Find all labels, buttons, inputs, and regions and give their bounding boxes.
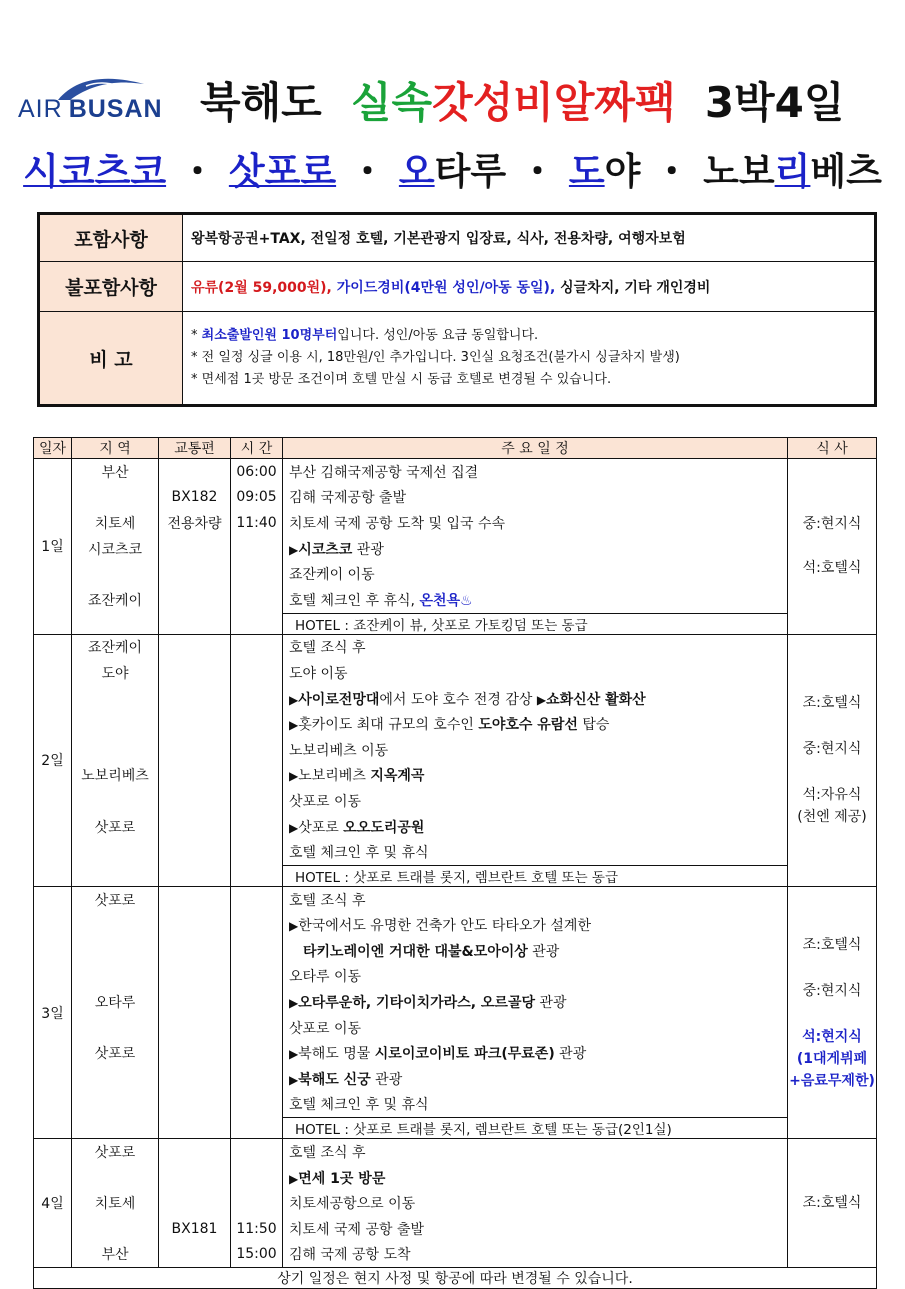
meal-breakfast: 조:호텔식 bbox=[802, 1195, 862, 1212]
itinerary-text: 관광 bbox=[535, 995, 567, 1012]
itinerary-cell bbox=[283, 913, 788, 939]
triangle-icon: ▶ bbox=[289, 769, 299, 784]
transport-cell bbox=[159, 536, 231, 562]
logo-air-text: AIR bbox=[18, 95, 63, 123]
note-1 bbox=[191, 325, 866, 347]
itinerary-bold: 시코츠코 bbox=[298, 541, 353, 558]
itinerary-cell: 노보리베츠 이동 bbox=[283, 737, 788, 763]
region-cell bbox=[72, 711, 159, 737]
meal-lunch: 중:현지식 bbox=[802, 982, 862, 999]
excluded-text bbox=[183, 262, 876, 312]
itinerary-cell: 치토세 국제 공항 도착 및 입국 수속 bbox=[283, 510, 788, 536]
note-3: * 면세점 1곳 방문 조건이며 호텔 만실 시 동급 호텔로 변경될 수 있습니다. bbox=[191, 372, 612, 387]
itinerary-bold: 시로이코이비토 파크(무료존) bbox=[374, 1046, 555, 1063]
itinerary-text: 호텔 체크인 후 휴식, bbox=[289, 592, 420, 609]
note-2: * 전 일정 싱글 이용 시, 18만원/인 추가입니다. 3인실 요청조건(불가시 싱글차지 발생) bbox=[191, 350, 680, 365]
itinerary-rest: 관광 bbox=[352, 541, 384, 558]
region-cell: 삿포로 bbox=[72, 1139, 159, 1165]
itinerary-bold: 오타루운하, 기타이치가라스, 오르골당 bbox=[298, 995, 536, 1012]
itinerary-cell bbox=[283, 763, 788, 789]
itinerary-cell: 호텔 체크인 후 및 휴식 bbox=[283, 839, 788, 865]
itinerary-cell: 죠잔케이 이동 bbox=[283, 561, 788, 587]
route-otaru-a: 오 bbox=[398, 150, 435, 193]
note-1-rest: 입니다. 성인/아동 요금 동일합니다. bbox=[337, 328, 539, 343]
col-time: 시 간 bbox=[231, 438, 283, 459]
route-sep: ・ bbox=[348, 150, 386, 193]
transport-cell bbox=[159, 1139, 231, 1165]
meal-lunch: 중:현지식 bbox=[802, 516, 862, 533]
meal-dinner-note: (천엔 제공) bbox=[797, 809, 867, 826]
col-region: 지 역 bbox=[72, 438, 159, 459]
title-prefix: 북해도 bbox=[200, 78, 322, 127]
title-red: 갓성비알짜팩 bbox=[432, 78, 676, 127]
transport-cell bbox=[159, 459, 231, 485]
region-cell: 죠잔케이 bbox=[72, 587, 159, 613]
day-1-label: 1일 bbox=[34, 459, 72, 635]
hotel-row bbox=[34, 613, 877, 634]
included-text: 왕복항공권+TAX, 전일정 호텔, 기본관광지 입장료, 식사, 전용차량, 여행자보험 bbox=[183, 214, 876, 262]
region-cell: 도야 bbox=[72, 660, 159, 686]
day-2-label: 2일 bbox=[34, 634, 72, 886]
triangle-icon: ▶ bbox=[289, 1171, 299, 1186]
time-cell bbox=[231, 1190, 283, 1216]
itinerary-bold: 면세 1곳 방문 bbox=[298, 1170, 386, 1187]
itinerary-cell: 김해 국제 공항 도착 bbox=[283, 1242, 788, 1268]
route-otaru-b: 타루 bbox=[434, 150, 507, 193]
itinerary-bold: 타키노레이엔 거대한 대불&모아이상 bbox=[303, 943, 528, 960]
triangle-icon: ▶ bbox=[289, 1047, 299, 1062]
transport-cell: BX181 bbox=[159, 1216, 231, 1242]
meal-dinner-note: +음료무제한) bbox=[789, 1072, 875, 1089]
itinerary-text: 관광 bbox=[370, 1071, 403, 1088]
region-cell: 삿포로 bbox=[72, 886, 159, 912]
title-suffix: 3박4일 bbox=[704, 78, 845, 127]
header bbox=[0, 62, 905, 132]
meal-breakfast: 조:호텔식 bbox=[802, 936, 862, 953]
day-4-label: 4일 bbox=[34, 1139, 72, 1268]
itinerary-cell bbox=[283, 686, 788, 712]
note-bullet: * bbox=[191, 328, 202, 343]
table-row bbox=[34, 485, 877, 511]
route-toya-a: 도 bbox=[568, 150, 605, 193]
included-row bbox=[39, 214, 876, 262]
time-cell: 06:00 bbox=[231, 459, 283, 485]
table-row bbox=[34, 561, 877, 587]
col-meal: 식 사 bbox=[788, 438, 877, 459]
itinerary-bold: 쇼화신산 활화산 bbox=[546, 691, 646, 708]
itinerary-text: 삿포로 bbox=[298, 819, 344, 836]
air-busan-logo bbox=[18, 72, 178, 128]
route-sep: ・ bbox=[519, 150, 556, 193]
logo-busan-text: BUSAN bbox=[68, 95, 163, 123]
itinerary-text: 홋카이도 최대 규모의 호수인 bbox=[298, 717, 479, 734]
itinerary-bold: 지옥계곡 bbox=[370, 768, 425, 785]
col-day: 일자 bbox=[34, 438, 72, 459]
onsen-highlight: 온천욕♨ bbox=[419, 592, 473, 609]
meal-dinner: 석:호텔식 bbox=[802, 560, 862, 577]
table-row bbox=[34, 1216, 877, 1242]
hotel-text: HOTEL : 삿포로 트래블 롯지, 렘브란트 호텔 또는 동급(2인1실) bbox=[283, 1118, 788, 1139]
region-cell bbox=[72, 1092, 159, 1118]
region-cell bbox=[72, 485, 159, 511]
time-cell: 11:40 bbox=[231, 510, 283, 536]
itinerary-bold: 사이로전망대 bbox=[298, 691, 380, 708]
route-noboribetsu-c: 베츠 bbox=[810, 150, 882, 193]
table-row bbox=[34, 1165, 877, 1191]
itinerary-cell: 호텔 체크인 후 및 휴식 bbox=[283, 1092, 788, 1118]
itinerary-cell: 치토세공항으로 이동 bbox=[283, 1190, 788, 1216]
transport-cell bbox=[159, 587, 231, 613]
transport-cell bbox=[159, 1242, 231, 1268]
day-4-meals bbox=[788, 1139, 877, 1268]
itinerary-cell: 치토세 국제 공항 출발 bbox=[283, 1216, 788, 1242]
itinerary-cell: 호텔 조식 후 bbox=[283, 886, 788, 912]
meal-lunch: 중:현지식 bbox=[802, 741, 862, 758]
route-subtitle bbox=[0, 141, 905, 195]
region-cell: 삿포로 bbox=[72, 814, 159, 840]
table-row bbox=[34, 1190, 877, 1216]
itinerary-cell: 삿포로 이동 bbox=[283, 788, 788, 814]
region-cell: 죠잔케이 bbox=[72, 634, 159, 660]
time-cell bbox=[231, 1165, 283, 1191]
region-cell bbox=[72, 1118, 159, 1139]
itinerary-bold: 도야호수 유람선 bbox=[478, 717, 578, 734]
itinerary-cell: 도야 이동 bbox=[283, 660, 788, 686]
table-row bbox=[34, 510, 877, 536]
transport-cell bbox=[159, 1165, 231, 1191]
table-row bbox=[34, 1139, 877, 1165]
triangle-icon: ▶ bbox=[289, 820, 299, 835]
region-cell bbox=[72, 865, 159, 886]
region-cell bbox=[72, 839, 159, 865]
table-row bbox=[34, 587, 877, 613]
itinerary-cell: 호텔 조식 후 bbox=[283, 634, 788, 660]
itinerary-cell bbox=[283, 1165, 788, 1191]
page-title bbox=[200, 70, 844, 130]
region-cell bbox=[72, 1015, 159, 1041]
triangle-icon: ▶ bbox=[289, 919, 299, 934]
notes-label: 비 고 bbox=[39, 312, 183, 406]
transport-cell bbox=[159, 561, 231, 587]
itinerary-cell bbox=[283, 814, 788, 840]
region-cell bbox=[72, 561, 159, 587]
itinerary-bold: 북해도 신궁 bbox=[298, 1071, 371, 1088]
excluded-rest: 싱글차지, 기타 개인경비 bbox=[560, 279, 711, 296]
footer-note: 상기 일정은 현지 사정 및 항공에 따라 변경될 수 있습니다. bbox=[34, 1268, 877, 1289]
region-cell: 치토세 bbox=[72, 510, 159, 536]
time-cell bbox=[231, 634, 283, 886]
note-min-people: 최소출발인원 10명부터 bbox=[201, 328, 338, 343]
route-shikotsuko: 시코츠코 bbox=[23, 150, 167, 193]
region-cell bbox=[72, 737, 159, 763]
region-cell: 노보리베츠 bbox=[72, 763, 159, 789]
time-cell: 11:50 bbox=[231, 1216, 283, 1242]
itinerary-cell bbox=[283, 1066, 788, 1092]
day-3-label: 3일 bbox=[34, 886, 72, 1138]
triangle-icon: ▶ bbox=[289, 1072, 299, 1087]
region-cell bbox=[72, 686, 159, 712]
footer-row bbox=[34, 1268, 877, 1289]
transport-cell bbox=[159, 886, 231, 1138]
notes-text bbox=[183, 312, 876, 406]
itinerary-cell bbox=[283, 1040, 788, 1066]
itinerary-text: 한국에서도 유명한 건축가 안도 타타오가 설계한 bbox=[298, 918, 591, 935]
itinerary-text: 탑승 bbox=[577, 717, 610, 734]
schedule-table bbox=[33, 437, 877, 1289]
excluded-fuel: 유류(2월 59,000원), bbox=[191, 279, 332, 296]
table-row bbox=[34, 459, 877, 485]
region-cell bbox=[72, 1165, 159, 1191]
time-cell bbox=[231, 1139, 283, 1165]
transport-cell bbox=[159, 634, 231, 886]
region-cell: 시코츠코 bbox=[72, 536, 159, 562]
itinerary-cell: 호텔 조식 후 bbox=[283, 1139, 788, 1165]
itinerary-cell bbox=[283, 989, 788, 1015]
region-cell bbox=[72, 938, 159, 964]
time-cell bbox=[231, 886, 283, 1138]
route-sapporo: 삿포로 bbox=[228, 150, 337, 193]
time-cell: 09:05 bbox=[231, 485, 283, 511]
transport-cell: BX182 bbox=[159, 485, 231, 511]
excluded-label: 불포함사항 bbox=[39, 262, 183, 312]
table-row bbox=[34, 536, 877, 562]
time-cell bbox=[231, 561, 283, 587]
info-table bbox=[37, 212, 877, 407]
region-cell: 부산 bbox=[72, 459, 159, 485]
region-cell: 오타루 bbox=[72, 989, 159, 1015]
time-cell bbox=[231, 613, 283, 634]
itinerary-text: 관광 bbox=[554, 1046, 587, 1063]
meal-dinner-note: (1대게뷔페 bbox=[796, 1050, 868, 1067]
table-row bbox=[34, 886, 877, 912]
day-2-meals bbox=[788, 634, 877, 886]
itinerary-text: 노보리베츠 bbox=[298, 768, 371, 785]
region-cell: 삿포로 bbox=[72, 1040, 159, 1066]
itinerary-text: 북해도 명물 bbox=[298, 1046, 375, 1063]
itinerary-cell bbox=[283, 711, 788, 737]
route-noboribetsu-b: 리 bbox=[774, 150, 811, 193]
triangle-icon: ▶ bbox=[289, 718, 299, 733]
day-1-meals bbox=[788, 459, 877, 635]
time-cell bbox=[231, 536, 283, 562]
notes-row bbox=[39, 312, 876, 406]
hotel-text: HOTEL : 죠잔케이 뷰, 삿포로 가토킹덤 또는 동급 bbox=[283, 613, 788, 634]
table-row bbox=[34, 634, 877, 660]
excluded-row bbox=[39, 262, 876, 312]
route-noboribetsu-a: 노보 bbox=[703, 150, 775, 193]
triangle-icon: ▶ bbox=[289, 692, 299, 707]
itinerary-cell: 오타루 이동 bbox=[283, 964, 788, 990]
route-sep: ・ bbox=[653, 150, 691, 193]
region-cell bbox=[72, 613, 159, 634]
title-green: 실속 bbox=[350, 78, 433, 127]
itinerary-text: 에서 도야 호수 전경 감상 bbox=[379, 691, 537, 708]
transport-cell: 전용차량 bbox=[159, 510, 231, 536]
region-cell: 부산 bbox=[72, 1242, 159, 1268]
time-cell: 15:00 bbox=[231, 1242, 283, 1268]
region-cell bbox=[72, 964, 159, 990]
itinerary-cell bbox=[283, 938, 788, 964]
excluded-guide: 가이드경비(4만원 성인/아동 동일), bbox=[336, 279, 556, 296]
region-cell: 치토세 bbox=[72, 1190, 159, 1216]
table-row bbox=[34, 1242, 877, 1268]
col-transport: 교통편 bbox=[159, 438, 231, 459]
meal-breakfast: 조:호텔식 bbox=[802, 695, 862, 712]
triangle-icon: ▶ bbox=[289, 542, 299, 557]
region-cell bbox=[72, 1066, 159, 1092]
day-3-meals bbox=[788, 886, 877, 1138]
triangle-icon: ▶ bbox=[289, 996, 299, 1011]
included-label: 포함사항 bbox=[39, 214, 183, 262]
transport-cell bbox=[159, 1190, 231, 1216]
itinerary-cell: 삿포로 이동 bbox=[283, 1015, 788, 1041]
meal-dinner: 석:자유식 bbox=[802, 787, 862, 804]
triangle-icon: ▶ bbox=[536, 692, 547, 707]
time-cell bbox=[231, 587, 283, 613]
hotel-text: HOTEL : 삿포로 트래블 롯지, 렘브란트 호텔 또는 동급 bbox=[283, 865, 788, 886]
col-itinerary: 주 요 일 정 bbox=[283, 438, 788, 459]
itinerary-bold: 오오도리공원 bbox=[343, 819, 425, 836]
meal-dinner: 석:현지식 bbox=[802, 1028, 862, 1045]
region-cell bbox=[72, 1216, 159, 1242]
region-cell bbox=[72, 913, 159, 939]
route-sep: ・ bbox=[178, 150, 216, 193]
itinerary-cell: 부산 김해국제공항 국제선 집결 bbox=[283, 459, 788, 485]
transport-cell bbox=[159, 613, 231, 634]
region-cell bbox=[72, 788, 159, 814]
route-toya-b: 야 bbox=[604, 150, 641, 193]
itinerary-cell: 김해 국제공항 출발 bbox=[283, 485, 788, 511]
itinerary-cell bbox=[283, 536, 788, 562]
itinerary-cell bbox=[283, 587, 788, 613]
itinerary-text: 관광 bbox=[527, 943, 560, 960]
schedule-header-row bbox=[34, 438, 877, 459]
